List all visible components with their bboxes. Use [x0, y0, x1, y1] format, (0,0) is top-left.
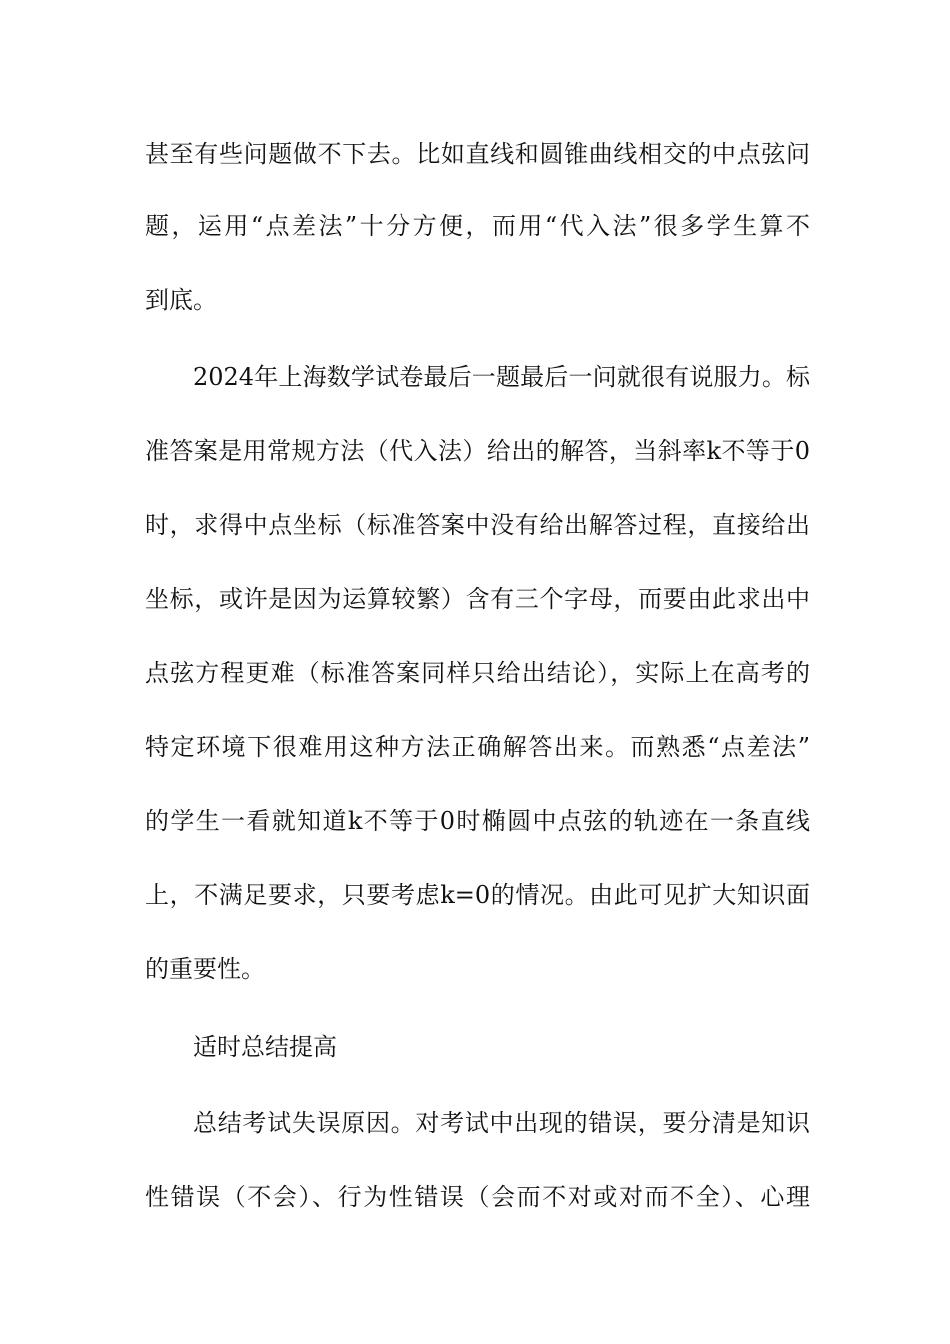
heading-text: 适时总结提高: [193, 1033, 337, 1061]
text-line: 坐标，或许是因为运算较繁）含有三个字母，而要由此求出中: [145, 585, 810, 613]
text-line: 的重要性。: [145, 955, 265, 983]
text-line: 点弦方程更难（标准答案同样只给出结论），实际上在高考的: [145, 659, 810, 687]
text-line: 性错误（不会）、行为性错误（会而不对或对而不全）、心理: [145, 1183, 810, 1211]
text-line: 总结考试失误原因。对考试中出现的错误，要分清是知识: [193, 1109, 810, 1137]
text-line: 准答案是用常规方法（代入法）给出的解答，当斜率k不等于0: [145, 437, 810, 465]
text-line: 2024年上海数学试卷最后一题最后一问就很有说服力。标: [193, 363, 810, 391]
text-line: 题，运用“点差法”十分方便，而用“代入法”很多学生算不: [145, 212, 810, 240]
text-line: 特定环境下很难用这种方法正确解答出来。而熟悉“点差法”: [145, 733, 810, 761]
text-line: 到底。: [145, 286, 217, 314]
text-line: 上，不满足要求，只要考虑k=0的情况。由此可见扩大知识面: [145, 881, 810, 909]
text-line: 的学生一看就知道k不等于0时椭圆中点弦的轨迹在一条直线: [145, 807, 810, 835]
text-line: 时，求得中点坐标（标准答案中没有给出解答过程，直接给出: [145, 511, 810, 539]
text-line: 甚至有些问题做不下去。比如直线和圆锥曲线相交的中点弦问: [145, 140, 810, 168]
